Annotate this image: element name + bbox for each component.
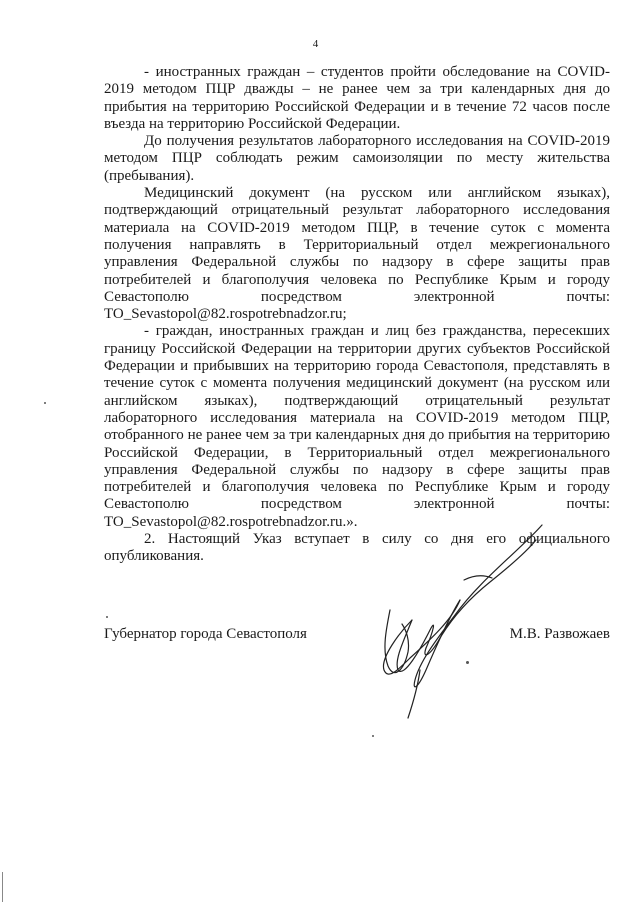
handwritten-signature <box>360 520 560 720</box>
paragraph-self-isolation: До получения результатов лабораторного исследования на COVID-2019 методом ПЦР соблюдать режим самоизоляции по месту жительства (пребывания). <box>104 133 610 184</box>
paragraph-border-crossers: - граждан, иностранных граждан и лиц без гражданства, пересекших границу Российской Федерации на территории других субъектов Российской Федерации и прибывших на территорию города Севастополя, представлять в течение суток с момента получения медицинский документ (на русском или английском языках), подтверждающий отрицательный результат лабораторного исследования материала на COVID-2019 методом ПЦР, отобранного не ранее чем за три календарных дня до прибытия на территорию Российской Федерации, в Территориальный отдел межрегионального управления Федеральной службы по надзору в сфере защиты прав потребителей и благополучия человека по Республике Крым и городу Севастополю посредством электронной почты: TO_Sevastopol@82.rospotrebnadzor.ru.». <box>104 323 610 530</box>
signatory-name: М.В. Развожаев <box>509 626 610 642</box>
margin-mark <box>372 735 374 737</box>
page-number: 4 <box>312 38 319 50</box>
margin-mark <box>44 402 46 404</box>
scan-edge-mark <box>2 872 3 902</box>
signatory-position: Губернатор города Севастополя <box>104 626 307 642</box>
margin-mark <box>466 661 469 664</box>
margin-mark <box>106 616 108 618</box>
paragraph-entry-into-force: 2. Настоящий Указ вступает в силу со дня его официального опубликования. <box>104 531 610 565</box>
paragraph-medical-document: Медицинский документ (на русском или английском языках), подтверждающий отрицательный результат лабораторного исследования материала на COVID-2019 методом ПЦР, в течение суток с момента получения направлять в Территориальный отдел межрегионального управления Федеральной службы по надзору в сфере защиты прав потребителей и благополучия человека по Республике Крым и городу Севастополю посредством электронной почты: TO_Sevastopol@82.rospotrebnadzor.ru; <box>104 185 610 323</box>
document-body <box>104 64 610 566</box>
paragraph-foreign-students: - иностранных граждан – студентов пройти обследование на COVID-2019 методом ПЦР дважды – не ранее чем за три календарных дня до прибытия на территорию Российской Федерации и в течение 72 часов после въезда на территорию Российской Федерации. <box>104 64 610 132</box>
